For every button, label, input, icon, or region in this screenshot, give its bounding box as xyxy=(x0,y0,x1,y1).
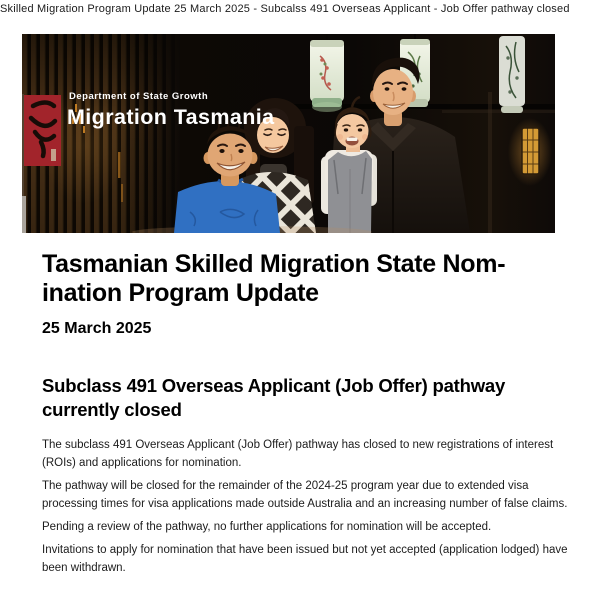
hero-image xyxy=(22,34,555,233)
photo-lantern-left xyxy=(310,34,344,112)
article-body xyxy=(42,436,582,582)
photo-wall-lamp xyxy=(508,118,552,186)
photo-red-calligraphy-banner xyxy=(24,95,61,166)
window-title: Skilled Migration Program Update 25 March 2025 - Subcalss 491 Overseas Applicant - Job Offer pathway closed xyxy=(0,3,570,15)
page-title xyxy=(42,250,505,308)
hero-photo-illustration xyxy=(22,34,555,233)
page-title-line2: ination Program Update xyxy=(42,279,319,307)
paragraph-2: The pathway will be closed for the remainder of the 2024-25 program year due to extended visa processing times for visa applications made outside Australia and an increasing number of false claims. xyxy=(42,480,568,510)
page-title-line1: Tasmanian Skilled Migration State Nom- xyxy=(42,250,506,278)
section-heading-line1: Subclass 491 Overseas Applicant (Job Offer) pathway xyxy=(42,375,506,396)
brand-label: Migration Tasmania xyxy=(67,105,275,129)
paragraph-1: The subclass 491 Overseas Applicant (Job Offer) pathway has closed to new registrations of interest (ROIs) and applications for nomination. xyxy=(42,439,554,469)
department-label: Department of State Growth xyxy=(69,91,209,102)
photo-lantern-right xyxy=(499,36,525,113)
paragraph-3: Pending a review of the pathway, no further applications for nomination will be accepted. xyxy=(42,521,492,533)
section-heading xyxy=(42,374,505,421)
article-date: 25 March 2025 xyxy=(42,320,152,337)
paragraph-4: Invitations to apply for nomination that have been issued but not yet accepted (application lodged) have been withdrawn. xyxy=(42,544,568,574)
section-heading-line2: currently closed xyxy=(42,398,182,420)
